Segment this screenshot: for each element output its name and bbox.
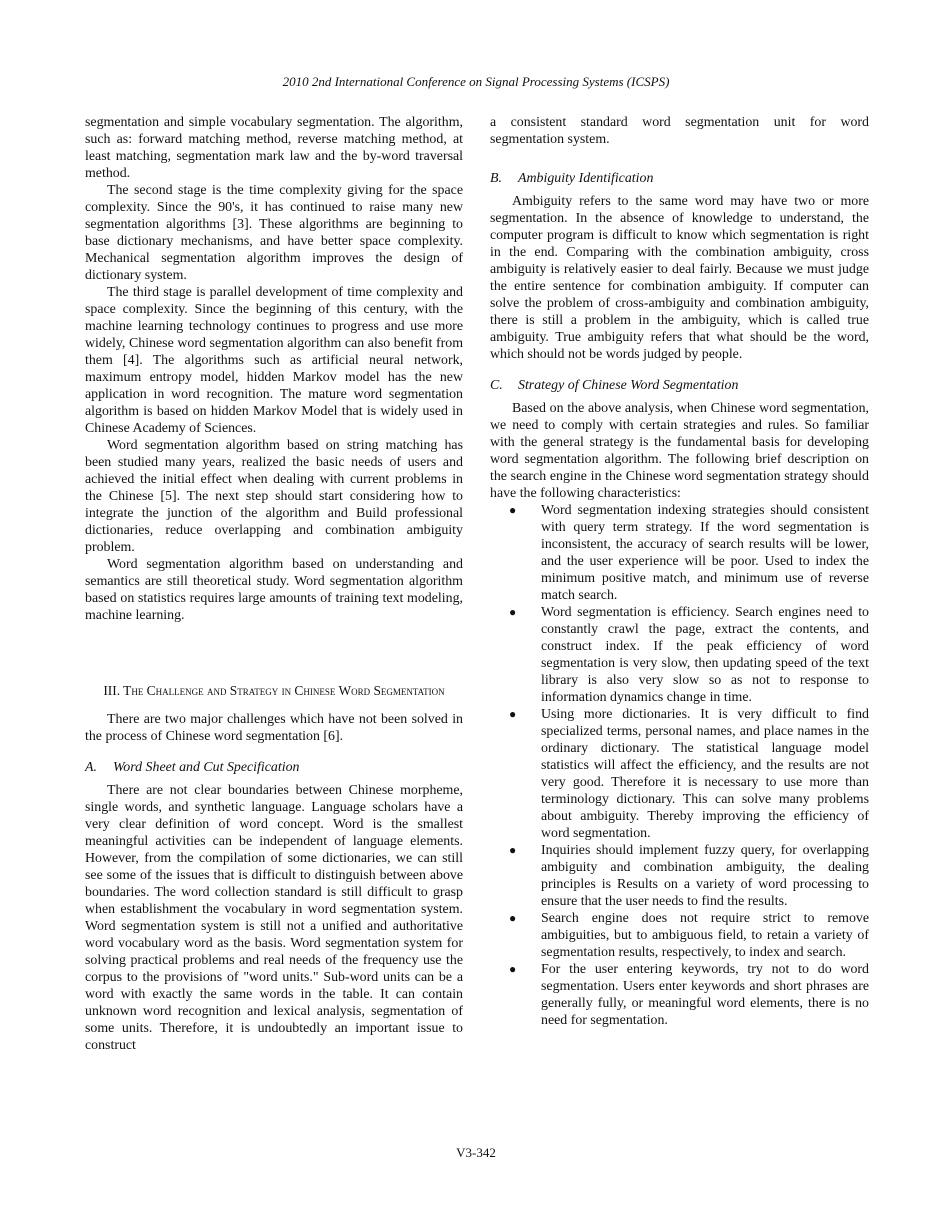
subsection-letter: B. [490,171,502,186]
list-item-text: Search engine does not require strict to remove ambiguities, but to ambiguous field, to retain a variety of segmentation results, respectively, to index and search. [541,911,869,960]
page-number: V3-342 [456,1145,496,1160]
left-column [85,114,463,1054]
paragraph: Ambiguity refers to the same word may have two or more segmentation. In the absence of knowledge to understand, the computer program is difficult to know which segmentation is right in the end. Comparing with the combination ambiguity, cross ambiguity is relatively easier to deal fairly. Because we must judge the entire sentence for combination ambiguity. If computer can solve the problem of cross-ambiguity and combination ambiguity, there is still a problem in the ambiguity, which is called true ambiguity. True ambiguity refers that what should be the word, which should not be words judged by people. [490,194,869,362]
subsection-heading-a [85,759,463,776]
list-item-text: Using more dictionaries. It is very difficult to find specialized terms, personal names, and place names in the ordinary dictionary. The statistical language model statistics will affect the efficiency, and the results are not very good. Therefore it is necessary to use more than terminology dictionary. This can solve many problems about ambiguity. Thereby improving the efficiency of word segmentation. [541,707,869,841]
list-item-text: Word segmentation is efficiency. Search engines need to constantly crawl the page, extract the contents, and construct index. If the peak efficiency of word segmentation is very slow, then updating speed of the text library is also very slow so as not to response to information dynamics change in time. [541,605,869,705]
paragraph: There are two major challenges which have not been solved in the process of Chinese word segmentation [6]. [85,712,463,744]
list-item [490,961,869,1029]
section-heading: III. The Challenge and Strategy in Chinese Word Segmentation [103,683,445,698]
subsection-title: Word Sheet and Cut Specification [113,760,300,775]
paragraph: The third stage is parallel development of time complexity and space complexity. Since the beginning of this century, with the machine learning technology continues to progress and use more widely, Chinese word segmentation algorithm can also benefit from them [4]. The algorithms such as artificial neural network, maximum entropy model, hidden Markov model has the new application in word recognition. The mature word segmentation algorithm is based on hidden Markov Model that is widely used in Chinese Academy of Sciences. [85,285,463,436]
list-item-text: Inquiries should implement fuzzy query, for overlapping ambiguity and combination ambiguity, the dealing principles is Results on a variety of word processing to ensure that the user needs to find the results. [541,843,869,909]
list-item [490,706,869,842]
paragraph: a consistent standard word segmentation unit for word segmentation system. [490,115,869,147]
paragraph: Based on the above analysis, when Chinese word segmentation, we need to comply with certain strategies and rules. So familiar with the general strategy is the fundamental basis for developing word segmentation algorithm. The following brief description on the search engine in the Chinese word segmentation strategy should have the following characteristics: [490,401,869,501]
running-header: 2010 2nd International Conference on Signal Processing Systems (ICSPS) [282,74,670,89]
list-item [490,842,869,910]
subsection-letter: A. [85,760,97,775]
bullet-list [490,502,869,1029]
list-item [490,910,869,961]
subsection-heading-b [490,170,869,187]
bullet-icon: ● [509,911,517,925]
paragraph: segmentation and simple vocabulary segmentation. The algorithm, such as: forward matching method, reverse matching method, at least matching, segmentation mark law and the by-word traversal method. [85,115,463,181]
bullet-icon: ● [509,962,517,976]
subsection-heading-c [490,377,869,394]
paragraph: Word segmentation algorithm based on string matching has been studied many years, realized the basic needs of users and achieved the initial effect when dealing with current problems in the Chinese [5]. The next step should start considering how to integrate the junction of the algorithm and Build professional dictionaries, reduce overlapping and combination ambiguity problem. [85,438,463,555]
list-item [490,502,869,604]
subsection-title: Ambiguity Identification [518,171,654,186]
list-item-text: For the user entering keywords, try not to do word segmentation. Users enter keywords and short phrases are generally fully, or meaningful word elements, there is no need for segmentation. [541,962,869,1028]
subsection-letter: C. [490,378,503,393]
bullet-icon: ● [509,707,517,721]
subsection-title: Strategy of Chinese Word Segmentation [518,378,739,393]
bullet-icon: ● [509,843,517,857]
bullet-icon: ● [509,605,517,619]
list-item-text: Word segmentation indexing strategies should consistent with query term strategy. If the word segmentation is inconsistent, the accuracy of search results will be lower, and the user experience will be poor. Used to index the minimum positive match, and minimum use of reverse match search. [541,503,869,603]
paragraph: The second stage is the time complexity giving for the space complexity. Since the 90's, it has continued to raise many new segmentation algorithms [3]. These algorithms are beginning to base dictionary mechanisms, and have better space complexity. Mechanical segmentation algorithm improves the design of dictionary system. [85,183,463,283]
bullet-icon: ● [509,503,517,517]
list-item [490,604,869,706]
paragraph: Word segmentation algorithm based on understanding and semantics are still theoretical study. Word segmentation algorithm based on statistics requires large amounts of training text modeling, machine learning. [85,557,463,623]
right-column [490,114,869,1029]
paragraph: There are not clear boundaries between Chinese morpheme, single words, and synthetic language. Language scholars have a very clear definition of word concept. Word is the smallest meaningful activities can be independent of language elements. However, from the compilation of some dictionaries, we can still see some of the issues that is difficult to distinguish between above boundaries. The word collection standard is still difficult to grasp when establishment the vocabulary in word segmentation system. Word segmentation system is still not a unified and authoritative word vocabulary word as the basis. Word segmentation system for solving practical problems and real needs of the frequency use the corpus to the provisions of "word units." Sub-word units can be a word with exactly the same words in the table. It can contain unknown word recognition and lexical analysis, segmentation of some units. Therefore, it is undoubtedly an important issue to construct [85,783,463,1053]
